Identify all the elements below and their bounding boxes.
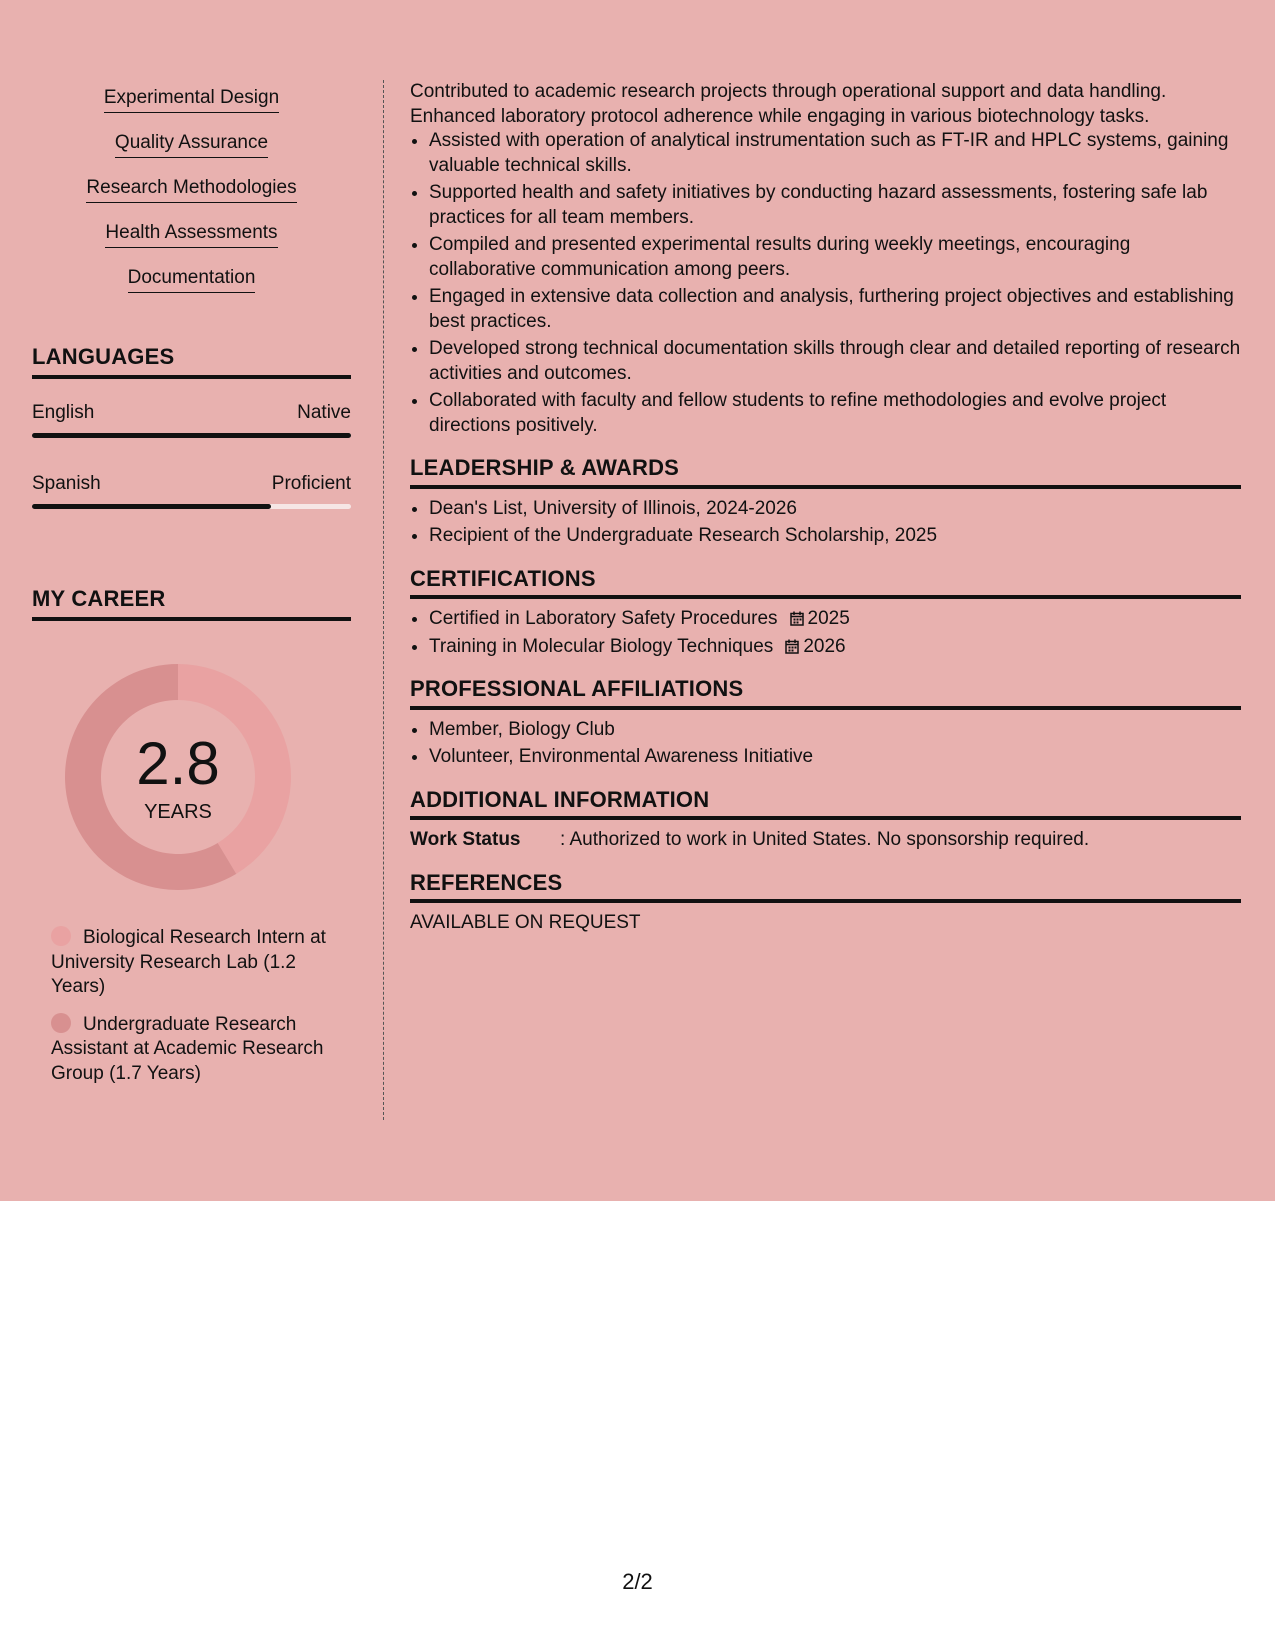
experience-bullet: • Engaged in extensive data collection and analysis, furthering project objectives and establishing best practices. — [429, 285, 1241, 334]
page-number: 2/2 — [622, 1569, 653, 1594]
skill-item — [32, 86, 351, 131]
references-text: AVAILABLE ON REQUEST — [410, 912, 641, 933]
language-level: Native — [297, 402, 351, 423]
additional-section — [410, 788, 1241, 853]
skills-list — [32, 86, 351, 311]
skill-item — [32, 176, 351, 221]
certification-name: Certified in Laboratory Safety Procedures — [429, 608, 778, 629]
experience-bullet: • Collaborated with faculty and fellow students to refine methodologies and evolve project directions positively. — [429, 389, 1241, 438]
skill-item — [32, 221, 351, 266]
skill-label: Documentation — [128, 266, 256, 293]
language-progress-bar — [32, 504, 351, 509]
column-divider — [383, 80, 384, 1120]
career-total-unit: YEARS — [144, 801, 212, 823]
skill-label: Quality Assurance — [115, 131, 268, 158]
language-level: Proficient — [271, 473, 351, 494]
career-role-label: Undergraduate Research Assistant at Academic Research Group (1.7 Years) — [51, 1013, 324, 1084]
calendar-icon — [790, 611, 804, 626]
work-status-label: Work Status — [410, 829, 521, 850]
language-progress-bar — [32, 433, 351, 438]
career-heading: MY CAREER — [32, 586, 351, 621]
certification-item — [429, 607, 1241, 632]
career-legend-item — [51, 1013, 341, 1087]
certification-item — [429, 635, 1241, 660]
references-heading: REFERENCES — [410, 871, 1241, 904]
affiliation-item: • Volunteer, Environmental Awareness Initiative — [429, 745, 1241, 770]
language-row — [32, 401, 351, 438]
affiliations-section — [410, 677, 1241, 770]
skill-label: Experimental Design — [104, 86, 279, 113]
certification-name: Training in Molecular Biology Techniques — [429, 635, 774, 657]
leadership-section — [410, 456, 1241, 549]
career-section — [32, 586, 351, 1084]
certifications-section — [410, 567, 1241, 660]
references-section — [410, 871, 1241, 936]
additional-heading: ADDITIONAL INFORMATION — [410, 788, 1241, 821]
career-total-years: 2.8 — [136, 730, 220, 797]
experience-bullet: • Developed strong technical documentation skills through clear and detailed reporting of research activities and outcomes. — [429, 337, 1241, 386]
career-legend-item — [51, 926, 341, 1000]
certifications-heading: CERTIFICATIONS — [410, 567, 1241, 600]
work-status-row — [410, 828, 1241, 853]
language-name: English — [32, 402, 95, 423]
skill-label: Research Methodologies — [86, 176, 296, 203]
certification-year: 2026 — [803, 635, 846, 657]
skill-label: Health Assessments — [105, 221, 277, 248]
experience-bullet: • Supported health and safety initiatives by conducting hazard assessments, fostering safe lab practices for all team members. — [429, 181, 1241, 230]
leadership-item: • Recipient of the Undergraduate Research Scholarship, 2025 — [429, 524, 1241, 549]
language-progress-fill — [32, 504, 271, 509]
legend-dot — [51, 1013, 71, 1033]
calendar-icon — [785, 639, 799, 654]
experience-bullets — [410, 129, 1241, 438]
language-row — [32, 472, 351, 509]
leadership-heading: LEADERSHIP & AWARDS — [410, 456, 1241, 489]
career-legend — [51, 926, 341, 1099]
skill-item — [32, 131, 351, 176]
work-status-value: : Authorized to work in United States. No sponsorship required. — [560, 829, 1090, 850]
affiliation-item: • Member, Biology Club — [429, 718, 1241, 743]
career-role-label: Biological Research Intern at University Research Lab (1.2 Years) — [51, 927, 326, 997]
skill-item — [32, 266, 351, 311]
experience-bullet: • Compiled and presented experimental results during weekly meetings, encouraging collaborative communication among peers. — [429, 233, 1241, 282]
affiliations-heading: PROFESSIONAL AFFILIATIONS — [410, 677, 1241, 710]
right-column — [410, 80, 1241, 936]
leadership-item: • Dean's List, University of Illinois, 2024-2026 — [429, 497, 1241, 522]
language-name: Spanish — [32, 473, 101, 494]
certification-year: 2025 — [807, 608, 850, 629]
career-donut-chart — [65, 664, 291, 890]
experience-intro: Contributed to academic research projects through operational support and data handling. Enhanced laboratory protocol adherence while engaging in various biotechnology tasks. — [410, 81, 1167, 127]
experience-bullet: • Assisted with operation of analytical instrumentation such as FT-IR and HPLC systems, gaining valuable technical skills. — [429, 129, 1241, 178]
legend-dot — [51, 926, 71, 946]
language-progress-fill — [32, 433, 351, 438]
languages-section — [32, 344, 351, 509]
languages-heading: LANGUAGES — [32, 344, 351, 379]
